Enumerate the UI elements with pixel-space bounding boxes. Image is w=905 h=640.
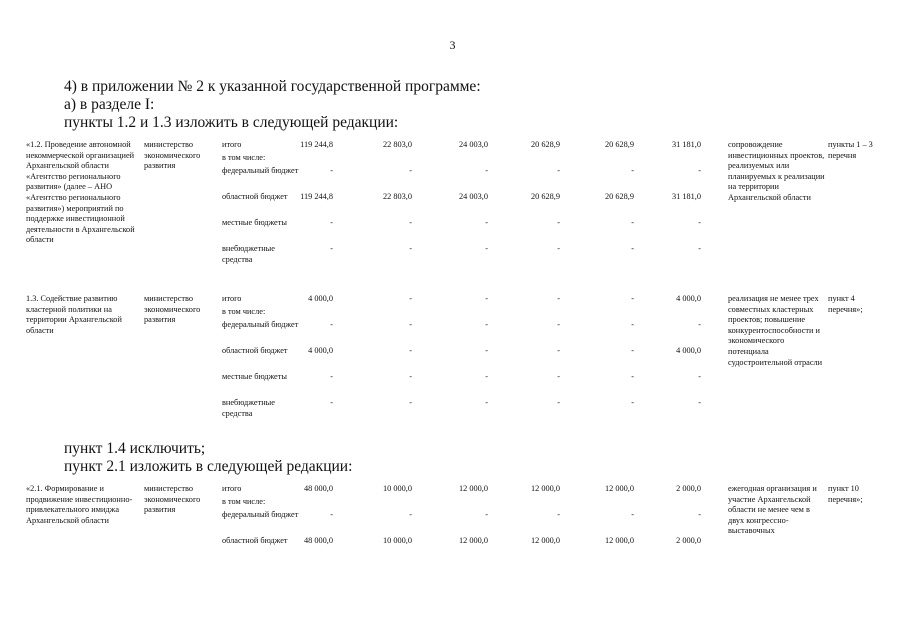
reference: пункт 4 перечня»; — [828, 294, 863, 314]
amount-cell: 31 181,0 — [671, 192, 701, 201]
funding-source-label: федеральный бюджет — [222, 166, 299, 175]
amount-cell: - — [557, 372, 560, 381]
measure-name: 1.3. Содействие развитию кластерной политики на территории Архангельской области — [26, 294, 122, 335]
amount-cell: - — [485, 346, 488, 355]
amount-cell: 10 000,0 — [382, 484, 412, 493]
amount-cell: 31 181,0 — [671, 140, 701, 149]
measure-name: «2.1. Формирование и продвижение инвестиционно-привлекательного имиджа Архангельской области — [26, 484, 133, 525]
funding-source-label: в том числе: — [222, 307, 266, 316]
amount-cell: 24 003,0 — [458, 140, 488, 149]
funding-source-label: областной бюджет — [222, 536, 288, 545]
amount-cell: 4 000,0 — [308, 294, 333, 303]
amount-cell: 48 000,0 — [303, 484, 333, 493]
funding-source-label: местные бюджеты — [222, 372, 287, 381]
amount-cell: - — [698, 166, 701, 175]
amount-cell: - — [557, 294, 560, 303]
amount-cell: 12 000,0 — [604, 536, 634, 545]
amount-cell: 119 244,8 — [300, 140, 333, 149]
amount-cell: 2 000,0 — [676, 536, 701, 545]
amount-cell: 12 000,0 — [604, 484, 634, 493]
amount-cell: - — [698, 398, 701, 407]
funding-source-label: итого — [222, 294, 242, 303]
mid-line-2: пункт 2.1 изложить в следующей редакции: — [64, 458, 353, 475]
funding-row — [26, 218, 886, 242]
funding-row — [26, 372, 886, 396]
amount-cell: - — [631, 372, 634, 381]
amount-cell: - — [485, 218, 488, 227]
amount-cell: 2 000,0 — [676, 484, 701, 493]
amount-cell: - — [631, 346, 634, 355]
amount-cell: - — [330, 320, 333, 329]
amount-cell: 22 803,0 — [382, 192, 412, 201]
executor: министерство экономического развития — [144, 294, 201, 325]
intro-line-3: пункты 1.2 и 1.3 изложить в следующей редакции: — [64, 114, 399, 131]
amount-cell: - — [485, 166, 488, 175]
amount-cell: - — [409, 346, 412, 355]
amount-cell: - — [631, 510, 634, 519]
amount-cell: - — [409, 398, 412, 407]
funding-source-label: внебюджетные средства — [222, 244, 275, 264]
amount-cell: - — [631, 398, 634, 407]
mid-line-1: пункт 1.4 исключить; — [64, 440, 206, 457]
amount-cell: 12 000,0 — [458, 536, 488, 545]
executor: министерство экономического развития — [144, 140, 201, 171]
table-block-2-1 — [26, 484, 886, 584]
funding-row — [26, 536, 886, 560]
funding-source-label: в том числе: — [222, 497, 266, 506]
amount-cell: 4 000,0 — [676, 294, 701, 303]
executor: министерство экономического развития — [144, 484, 201, 515]
amount-cell: 4 000,0 — [676, 346, 701, 355]
amount-cell: - — [330, 372, 333, 381]
table-block-1-3 — [26, 294, 886, 424]
amount-cell: - — [485, 398, 488, 407]
amount-cell: 20 628,9 — [530, 140, 560, 149]
amount-cell: - — [557, 510, 560, 519]
intro-line-1: 4) в приложении № 2 к указанной государственной программе: — [64, 78, 481, 95]
amount-cell: - — [698, 320, 701, 329]
amount-cell: 12 000,0 — [458, 484, 488, 493]
funding-source-label: федеральный бюджет — [222, 510, 299, 519]
expected-result: реализация не менее трех совместных кластерных проектов; повышение конкурентоспособности и экономического потенциала судостроительной отрасли — [728, 294, 823, 367]
funding-source-label: областной бюджет — [222, 192, 288, 201]
funding-source-label: местные бюджеты — [222, 218, 287, 227]
amount-cell: - — [557, 320, 560, 329]
funding-row — [26, 192, 886, 216]
amount-cell: - — [698, 218, 701, 227]
amount-cell: - — [409, 294, 412, 303]
amount-cell: - — [557, 244, 560, 253]
amount-cell: - — [485, 372, 488, 381]
amount-cell: 20 628,9 — [604, 192, 634, 201]
amount-cell: 4 000,0 — [308, 346, 333, 355]
intro-line-2: а) в разделе I: — [64, 96, 155, 113]
amount-cell: - — [631, 244, 634, 253]
amount-cell: - — [698, 244, 701, 253]
amount-cell: - — [631, 218, 634, 227]
funding-source-label: итого — [222, 140, 242, 149]
amount-cell: - — [409, 510, 412, 519]
amount-cell: 22 803,0 — [382, 140, 412, 149]
funding-source-label: внебюджетные средства — [222, 398, 275, 418]
reference: пункты 1 – 3 перечня — [828, 140, 873, 160]
amount-cell: - — [409, 166, 412, 175]
amount-cell: - — [557, 346, 560, 355]
funding-row — [26, 244, 886, 268]
amount-cell: 12 000,0 — [530, 536, 560, 545]
amount-cell: - — [557, 398, 560, 407]
funding-row — [26, 398, 886, 422]
expected-result: сопровождение инвестиционных проектов, реализуемых или планируемых к реализации на территории Архангельской области — [728, 140, 825, 202]
amount-cell: 12 000,0 — [530, 484, 560, 493]
funding-source-label: итого — [222, 484, 242, 493]
amount-cell: 24 003,0 — [458, 192, 488, 201]
funding-row — [26, 346, 886, 370]
amount-cell: - — [698, 510, 701, 519]
amount-cell: - — [330, 510, 333, 519]
amount-cell: - — [485, 244, 488, 253]
amount-cell: - — [409, 320, 412, 329]
amount-cell: - — [485, 510, 488, 519]
amount-cell: - — [409, 244, 412, 253]
page-number: 3 — [449, 38, 456, 52]
funding-row — [26, 166, 886, 190]
amount-cell: 20 628,9 — [604, 140, 634, 149]
amount-cell: 10 000,0 — [382, 536, 412, 545]
amount-cell: - — [330, 166, 333, 175]
amount-cell: - — [631, 320, 634, 329]
amount-cell: - — [557, 218, 560, 227]
table-block-1-2 — [26, 140, 886, 290]
funding-row — [26, 320, 886, 344]
expected-result: ежегодная организация и участие Архангельской области не менее чем в двух конгрессно-выставочных — [728, 484, 817, 536]
amount-cell: - — [557, 166, 560, 175]
amount-cell: - — [330, 398, 333, 407]
measure-name: «1.2. Проведение автономной некоммерческой организацией Архангельской области «Агентство регионального развития» (далее – АНО «Агентство регионального развития») мероприятий по поддержке инвестиционной деятельности в Архангельской области — [26, 140, 135, 245]
amount-cell: - — [330, 218, 333, 227]
funding-source-label: в том числе: — [222, 153, 266, 162]
funding-source-label: областной бюджет — [222, 346, 288, 355]
amount-cell: - — [698, 372, 701, 381]
amount-cell: - — [409, 372, 412, 381]
amount-cell: 119 244,8 — [300, 192, 333, 201]
amount-cell: - — [409, 218, 412, 227]
amount-cell: 48 000,0 — [303, 536, 333, 545]
amount-cell: 20 628,9 — [530, 192, 560, 201]
reference: пункт 10 перечня»; — [828, 484, 863, 504]
amount-cell: - — [330, 244, 333, 253]
funding-source-label: федеральный бюджет — [222, 320, 299, 329]
amount-cell: - — [485, 294, 488, 303]
amount-cell: - — [485, 320, 488, 329]
amount-cell: - — [631, 166, 634, 175]
funding-row — [26, 510, 886, 534]
amount-cell: - — [631, 294, 634, 303]
